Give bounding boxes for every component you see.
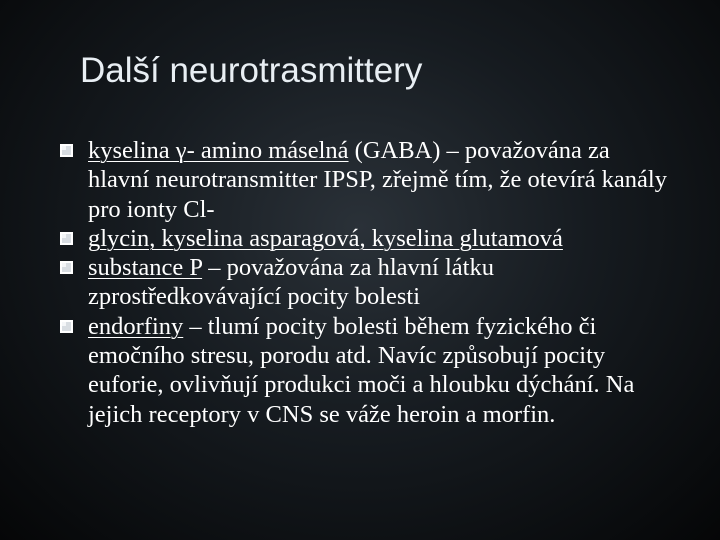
bullet-term: glycin, kyselina asparagová, kyselina glutamová (88, 224, 563, 252)
slide-title: Další neurotrasmittery (80, 51, 423, 90)
bullet-text: (GABA) – považována za hlavní neurotransmitter IPSP, zřejmě tím, že otevírá kanály pro ionty Cl- (88, 137, 667, 223)
bullet-item-gaba (60, 136, 670, 224)
bullet-term: kyselina γ- amino máselná (88, 137, 349, 164)
bullet-text: – považována za hlavní látku zprostředkovávající pocity bolesti (88, 254, 494, 311)
bullet-term: substance P (88, 254, 203, 282)
square-bullet-icon (60, 232, 73, 245)
square-bullet-icon (60, 320, 73, 333)
bullet-text: – tlumí pocity bolesti během fyzického či emočního stresu, porodu atd. Navíc způsobují pocity euforie, ovlivňují produkci moči a hloubku dýchání. Na jejich receptory v CNS se váže heroin a morfin. (88, 312, 635, 428)
bullet-list (60, 136, 670, 429)
bullet-item-endorphins (60, 312, 670, 429)
bullet-term: endorfiny (88, 312, 184, 340)
square-bullet-icon (60, 261, 73, 274)
square-bullet-icon (60, 144, 73, 157)
bullet-item-substance-p (60, 253, 670, 312)
bullet-item-amino-acids (60, 224, 670, 253)
